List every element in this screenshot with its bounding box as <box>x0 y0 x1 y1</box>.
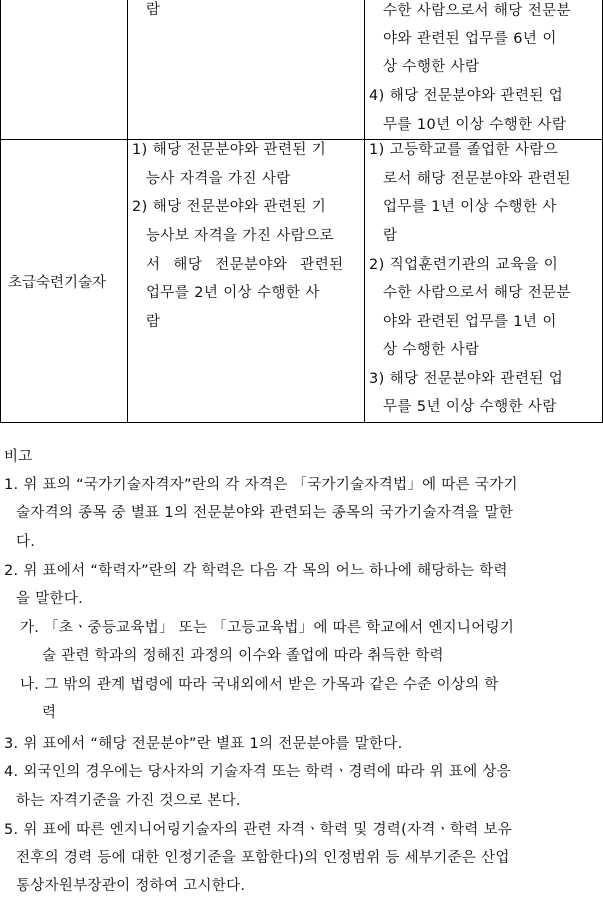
cell-line: 업무를 1년 이상 수행한 사 <box>383 199 557 215</box>
cell-line: 무를 5년 이상 수행한 사람 <box>383 399 557 415</box>
cell-line: 람 <box>383 228 398 244</box>
cell-line: 상 수행한 사람 <box>383 59 480 75</box>
remarks-heading: 비고 <box>4 449 33 465</box>
remark-line: 5. 위 표에 따른 엔지니어링기술자의 관련 자격ㆍ학력 및 경력(자격ㆍ학력 보유 <box>4 822 513 838</box>
remark-line: 1. 위 표의 “국가기술자격자”란의 각 자격은 「국가기술자격법」에 따른 국가기 <box>4 477 518 493</box>
bottom-row-middle-cell <box>128 140 364 422</box>
remark-line: 을 말한다. <box>16 591 84 607</box>
remark-line: 통상자원부장관이 정하여 고시한다. <box>16 878 246 894</box>
cell-line: 업무를 2년 이상 수행한 사 <box>146 285 320 301</box>
remark-line: 나. 그 밖의 관계 법령에 따라 국내외에서 받은 가목과 같은 수준 이상의 학 <box>20 677 499 693</box>
cell-line: 람 <box>146 2 161 18</box>
bottom-row-right-cell <box>365 140 603 422</box>
bottom-row-label-cell <box>1 140 127 422</box>
cell-line: 능사보 자격을 가진 사람으로 <box>146 228 334 244</box>
remark-line: 하는 자격기준을 가진 것으로 본다. <box>16 793 241 809</box>
cell-line: 능사 자격을 가진 사람 <box>146 171 291 187</box>
cell-line: 수한 사람으로서 해당 전문분 <box>383 285 571 301</box>
remark-line: 가. 「초ㆍ중등교육법」 또는 「고등교육법」에 따른 학교에서 엔지니어링기 <box>20 620 515 636</box>
remark-line: 다. <box>16 534 36 550</box>
cell-line: 야와 관련된 업무를 1년 이 <box>383 314 557 330</box>
cell-line: 4) 해당 전문분야와 관련된 업 <box>369 88 564 104</box>
remark-line: 력 <box>42 705 57 721</box>
cell-line: 람 <box>146 314 161 330</box>
cell-line: 3) 해당 전문분야와 관련된 업 <box>369 371 564 387</box>
cell-line: 1) 해당 전문분야와 관련된 기 <box>132 142 327 158</box>
remark-line: 2. 위 표에서 “학력자”란의 각 학력은 다음 각 목의 어느 하나에 해당하는 학력 <box>4 563 508 579</box>
top-row-right-cell <box>365 0 603 139</box>
remark-line: 술자격의 종목 중 별표 1의 전문분야와 관련되는 종목의 국가기술자격을 말한 <box>16 505 514 521</box>
qualification-table <box>0 0 603 423</box>
cell-line: 1) 고등학교를 졸업한 사람으 <box>369 142 559 158</box>
remark-line: 3. 위 표에서 “해당 전문분야”란 별표 1의 전문분야를 말한다. <box>4 736 403 752</box>
remark-line: 술 관련 학과의 정해진 과정의 이수와 졸업에 따라 취득한 학력 <box>42 648 444 664</box>
cell-line: 2) 직업훈련기관의 교육을 이 <box>369 257 559 273</box>
remark-line: 4. 외국인의 경우에는 당사자의 기술자격 또는 학력ㆍ경력에 따라 위 표에 상응 <box>4 764 512 780</box>
cell-line: 서 해당 전문분야와 관련된 <box>146 257 344 273</box>
cell-line: 수한 사람으로서 해당 전문분 <box>383 3 571 19</box>
top-row-middle-cell <box>128 0 364 139</box>
cell-line: 야와 관련된 업무를 6년 이 <box>383 31 557 47</box>
cell-line: 2) 해당 전문분야와 관련된 기 <box>132 199 327 215</box>
cell-line: 상 수행한 사람 <box>383 342 480 358</box>
cell-line: 로서 해당 전문분야와 관련된 <box>383 171 571 187</box>
cell-line: 무를 10년 이상 수행한 사람 <box>383 117 567 133</box>
remark-line: 전후의 경력 등에 대한 인정기준을 포함한다)의 인정범위 등 세부기준은 산업 <box>16 850 510 866</box>
grade-label: 초급숙련기술자 <box>8 275 107 291</box>
